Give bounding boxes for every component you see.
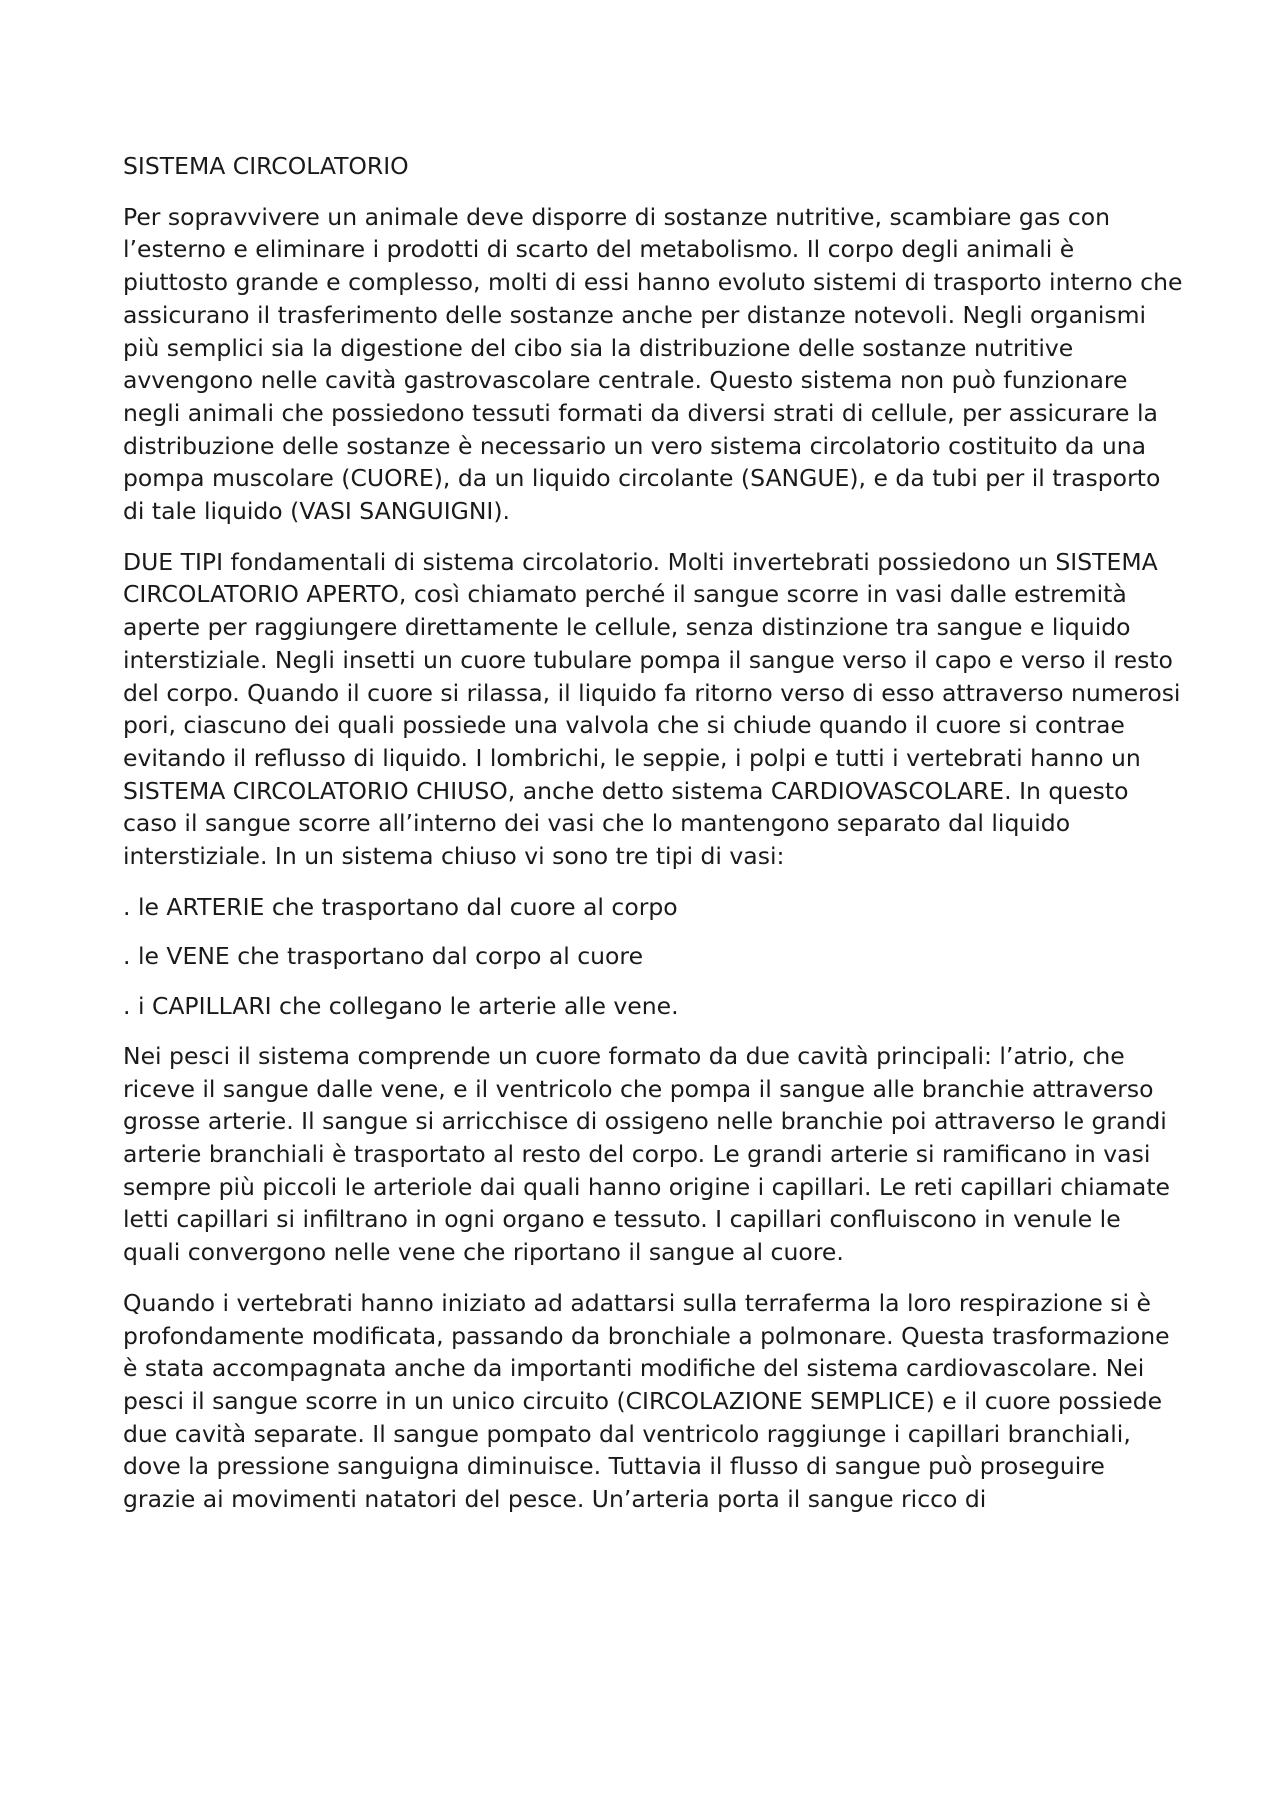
paragraph-circulatory-types: DUE TIPI fondamentali di sistema circolatorio. Molti invertebrati possiedono un SISTEMA CIRCOLATORIO APERTO, così chiamato perché il sangue scorre in vasi dalle estremità aperte per raggiungere direttamente le cellule, senza distinzione tra sangue e liquido interstiziale. Negli insetti un cuore tubulare pompa il sangue verso il capo e verso il resto del corpo. Quando il cuore si rilassa, il liquido fa ritorno verso di esso attraverso numerosi pori, ciascuno dei quali possiede una valvola che si chiude quando il cuore si contrae evitando il reflusso di liquido. I lombrichi, le seppie, i polpi e tutti i vertebrati hanno un SISTEMA CIRCOLATORIO CHIUSO, anche detto sistema CARDIOVASCOLARE. In questo caso il sangue scorre all’interno dei vasi che lo mantengono separato dal liquido interstiziale. In un sistema chiuso vi sono tre tipi di vasi: [123,547,1181,871]
paragraph-intro: Per sopravvivere un animale deve disporre di sostanze nutritive, scambiare gas con l’esterno e eliminare i prodotti di scarto del metabolismo. Il corpo degli animali è piuttosto grande e complesso, molti di essi hanno evoluto sistemi di trasporto interno che assicurano il trasferimento delle sostanze anche per distanze notevoli. Negli organismi più semplici sia la digestione del cibo sia la distribuzione delle sostanze nutritive avvengono nelle cavità gastrovascolare centrale. Questo sistema non può funzionare negli animali che possiedono tessuti formati da diversi strati di cellule, per assicurare la distribuzione delle sostanze è necessario un vero sistema circolatorio costituito da una pompa muscolare (CUORE), da un liquido circolante (SANGUE), e da tubi per il trasporto di tale liquido (VASI SANGUIGNI). [123,202,1183,526]
document-page [123,150,1183,1534]
paragraph-fish-circulation: Nei pesci il sistema comprende un cuore formato da due cavità principali: l’atrio, che riceve il sangue dalle vene, e il ventricolo che pompa il sangue alle branchie attraverso grosse arterie. Il sangue si arricchisce di ossigeno nelle branchie poi attraverso le grandi arterie branchiali è trasportato al resto del corpo. Le grandi arterie si ramificano in vasi sempre più piccoli le arteriole dai quali hanno origine i capillari. Le reti capillari chiamate letti capillari si infiltrano in ogni organo e tessuto. I capillari confluiscono in venule le quali convergono nelle vene che riportano il sangue al cuore. [123,1041,1171,1267]
document-title: SISTEMA CIRCOLATORIO [123,152,409,180]
paragraph-land-adaptation: Quando i vertebrati hanno iniziato ad adattarsi sulla terraferma la loro respirazione si è profondamente modificata, passando da bronchiale a polmonare. Questa trasformazione è stata accompagnata anche da importanti modifiche del sistema cardiovascolare. Nei pesci il sangue scorre in un unico circuito (CIRCOLAZIONE SEMPLICE) e il cuore possiede due cavità separate. Il sangue pompato dal ventricolo raggiunge i capillari branchiali, dove la pressione sanguigna diminuisce. Tuttavia il flusso di sangue può proseguire grazie ai movimenti natatori del pesce. Un’arteria porta il sangue ricco di [123,1288,1170,1514]
list-item-veins: . le VENE che trasportano dal corpo al cuore [123,942,644,971]
list-item-capillaries: . i CAPILLARI che collegano le arterie alle vene. [123,992,679,1021]
list-item-arteries: . le ARTERIE che trasportano dal cuore al corpo [123,892,678,921]
